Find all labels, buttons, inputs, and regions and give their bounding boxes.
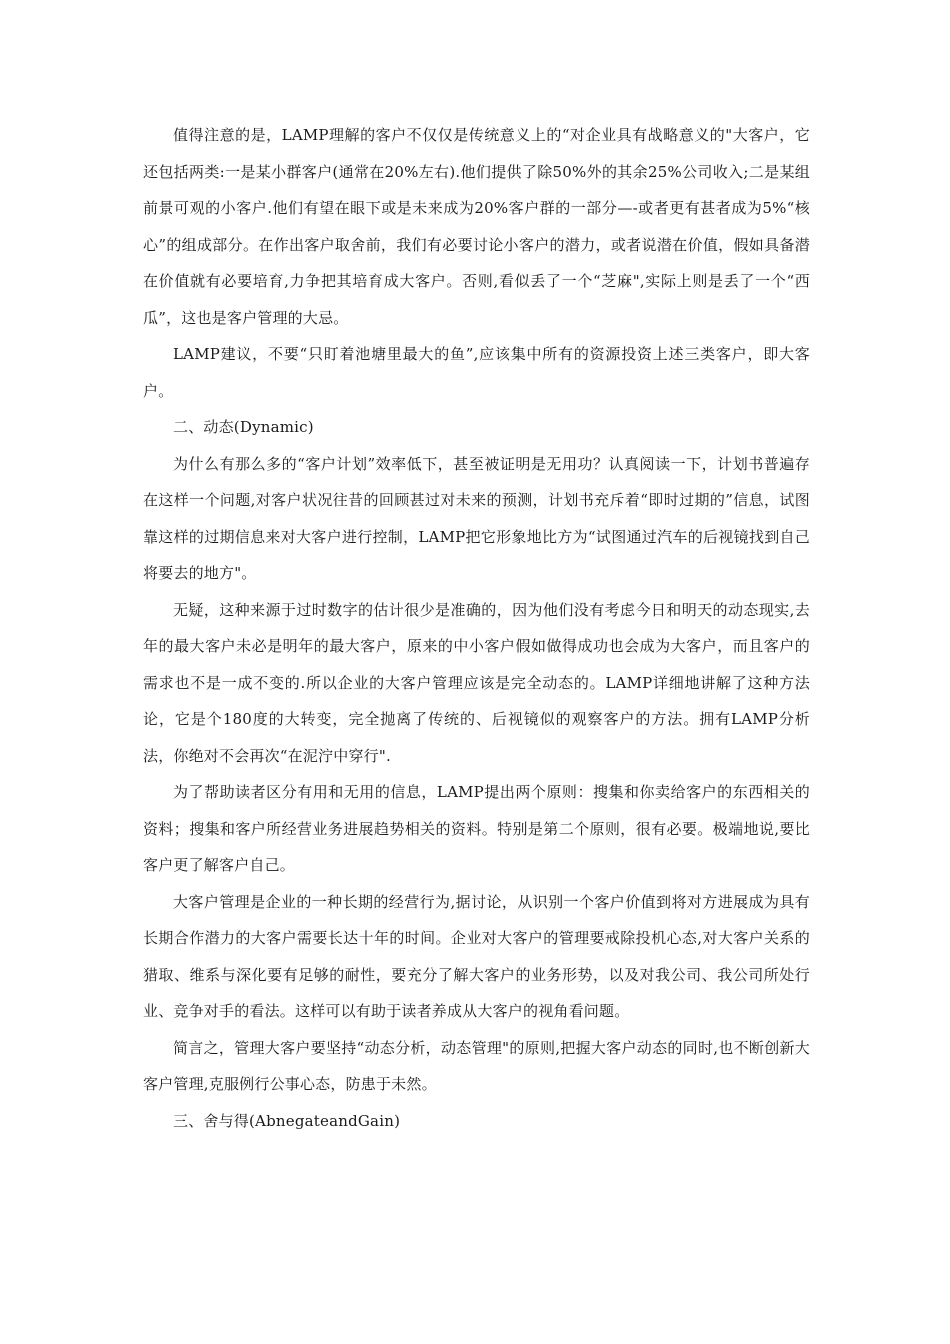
paragraph-dynamic-reality: 无疑，这种来源于过时数字的估计很少是准确的，因为他们没有考虑今日和明天的动态现实,去年的最大客户未必是明年的最大客户，原来的中小客户假如做得成功也会成为大客户，而且客户的需求也不是一成不变的.所以企业的大客户管理应该是完全动态的。LAMP详细地讲解了这种方法论，它是个180度的大转变，完全抛离了传统的、后视镜似的观察客户的方法。拥有LAMP分析法，你绝对不会再次“在泥泞中穿行".	[143, 600, 810, 765]
paragraph-two-principles: 为了帮助读者区分有用和无用的信息，LAMP提出两个原则：搜集和你卖给客户的东西相关的资料；搜集和客户所经营业务进展趋势相关的资料。特别是第二个原则，很有必要。极端地说,要比客户更了解客户自己。	[143, 783, 810, 874]
section-heading-abnegate-gain: 三、舍与得(AbnegateandGain)	[173, 1111, 401, 1130]
section-heading-dynamic: 二、动态(Dynamic)	[173, 418, 314, 436]
paragraph-customer-plan: 为什么有那么多的“客户计划”效率低下，甚至被证明是无用功？认真阅读一下，计划书普遍存在这样一个问题,对客户状况往昔的回顾甚过对未来的预测，计划书充斥着“即时过期的”信息，试图靠这样的过期信息来对大客户进行控制，LAMP把它形象地比方为“试图通过汽车的后视镜找到自己将要去的地方"。	[143, 454, 810, 582]
paragraph-customer-types: 值得注意的是，LAMP理解的客户不仅仅是传统意义上的“对企业具有战略意义的"大客户，它还包括两类:一是某小群客户(通常在20%左右).他们提供了除50%外的其余25%公司收入;二是某组前景可观的小客户.他们有望在眼下或是未来成为20%客户群的一部分—-或者更有甚者成为5%“核心”的组成部分。在作出客户取舍前，我们有必要讨论小客户的潜力，或者说潜在价值，假如具备潜在价值就有必要培育,力争把其培育成大客户。否则,看似丢了一个“芝麻",实际上则是丢了一个“西瓜”，这也是客户管理的大忌。	[143, 126, 810, 327]
document-page	[143, 117, 810, 1139]
paragraph-summary: 简言之，管理大客户要坚持“动态分析，动态管理"的原则,把握大客户动态的同时,也不断创新大客户管理,克服例行公事心态，防患于未然。	[143, 1038, 810, 1093]
paragraph-long-term: 大客户管理是企业的一种长期的经营行为,据讨论，从识别一个客户价值到将对方进展成为具有长期合作潜力的大客户需要长达十年的时间。企业对大客户的管理要戒除投机心态,对大客户关系的猎取、维系与深化要有足够的耐性，要充分了解大客户的业务形势，以及对我公司、我公司所处行业、竞争对手的看法。这样可以有助于读者养成从大客户的视角看问题。	[143, 892, 810, 1020]
paragraph-lamp-advice: LAMP建议，不要“只盯着池塘里最大的鱼”,应该集中所有的资源投资上述三类客户，即大客户。	[143, 345, 810, 400]
